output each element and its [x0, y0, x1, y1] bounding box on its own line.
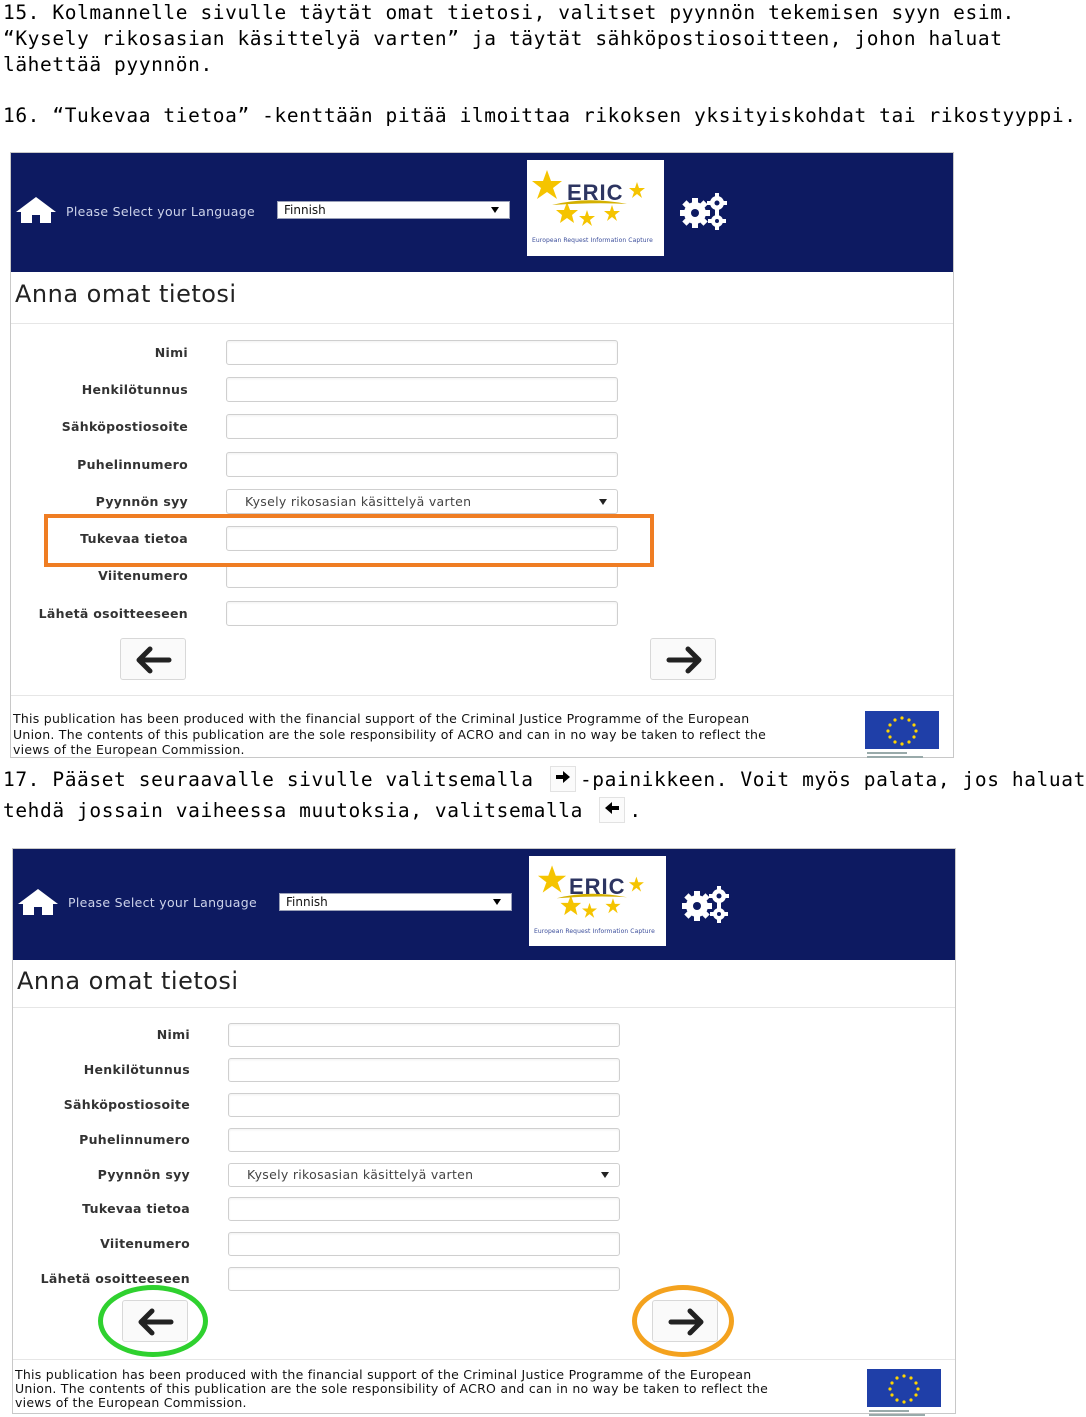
label-laheta-osoitteeseen: Lähetä osoitteeseen	[38, 606, 188, 621]
select-pyynnon-syy[interactable]	[228, 1163, 620, 1187]
divider	[13, 1359, 955, 1360]
eu-flag-icon	[867, 1369, 941, 1417]
back-button[interactable]	[120, 638, 186, 680]
label-viitenumero: Viitenumero	[98, 568, 188, 583]
home-icon[interactable]	[16, 887, 60, 917]
footer-disclaimer	[13, 711, 843, 758]
eric-logo	[529, 856, 666, 946]
input-nimi[interactable]	[226, 340, 618, 365]
arrow-right-icon	[666, 646, 702, 674]
app-header	[11, 153, 953, 272]
input-viitenumero[interactable]	[228, 1232, 620, 1256]
eric-logo	[527, 160, 664, 256]
label-tukevaa-tietoa: Tukevaa tietoa	[80, 531, 188, 546]
page-title: Anna omat tietosi	[15, 280, 237, 308]
select-pyynnon-syy-value: Kysely rikosasian käsittelyä varten	[245, 494, 472, 509]
input-tukevaa-tietoa[interactable]	[228, 1197, 620, 1221]
instruction-15	[3, 0, 1015, 78]
language-label: Please Select your Language	[68, 895, 257, 910]
input-puhelinnumero[interactable]	[228, 1128, 620, 1152]
input-laheta-osoitteeseen[interactable]	[226, 601, 618, 626]
instruction-16	[3, 103, 1077, 129]
next-button[interactable]	[650, 638, 716, 680]
footer-line-2: Union. The contents of this publication are the sole responsibility of ACRO and can in no way be taken to reflect the	[15, 1381, 769, 1396]
arrow-right-icon	[554, 770, 572, 784]
logo-text: ERIC	[569, 874, 626, 899]
footer-line-2: Union. The contents of this publication are the sole responsibility of ACRO and can in no way be taken to reflect the	[13, 726, 767, 742]
settings-gears-icon[interactable]	[679, 191, 729, 231]
label-laheta-osoitteeseen: Lähetä osoitteeseen	[40, 1271, 190, 1286]
footer-line-3: views of the European Commission.	[15, 1395, 247, 1410]
arrow-left-icon	[136, 646, 172, 674]
input-henkilotunnus[interactable]	[228, 1058, 620, 1082]
label-tukevaa-tietoa: Tukevaa tietoa	[82, 1201, 190, 1216]
footer-line-1: This publication has been produced with the financial support of the Criminal Justice Programme of the European	[13, 711, 750, 726]
label-henkilotunnus: Henkilötunnus	[83, 1062, 190, 1077]
label-nimi: Nimi	[154, 345, 188, 360]
input-nimi[interactable]	[228, 1023, 620, 1047]
instruction-17-line-2	[3, 797, 1086, 828]
logo-subtitle: European Request Information Capture	[532, 237, 653, 244]
label-henkilotunnus: Henkilötunnus	[81, 382, 188, 397]
label-sahkopostiosoite: Sähköpostiosoite	[61, 419, 188, 434]
chevron-down-icon	[491, 207, 499, 213]
highlight-back-button	[98, 1285, 208, 1357]
select-pyynnon-syy[interactable]	[226, 489, 618, 514]
label-puhelinnumero: Puhelinnumero	[79, 1132, 190, 1147]
language-select-value: Finnish	[284, 203, 326, 217]
inline-back-button	[599, 797, 625, 823]
instruction-17-line-1	[3, 766, 1086, 797]
logo-subtitle: European Request Information Capture	[534, 928, 655, 935]
label-puhelinnumero: Puhelinnumero	[77, 457, 188, 472]
label-sahkopostiosoite: Sähköpostiosoite	[63, 1097, 190, 1112]
language-select[interactable]	[277, 201, 510, 219]
instruction-17	[3, 766, 1086, 828]
label-nimi: Nimi	[156, 1027, 190, 1042]
divider	[11, 323, 953, 324]
instruction-17-line-2-end: .	[629, 799, 642, 822]
footer-line-3: views of the European Commission.	[13, 742, 245, 757]
footer-disclaimer	[15, 1368, 845, 1410]
app-header	[13, 849, 955, 960]
select-pyynnon-syy-value: Kysely rikosasian käsittelyä varten	[247, 1167, 474, 1182]
home-icon[interactable]	[14, 195, 58, 225]
logo-text: ERIC	[567, 180, 624, 205]
chevron-down-icon	[599, 499, 607, 505]
page-title: Anna omat tietosi	[17, 967, 239, 995]
eu-flag-icon	[865, 711, 939, 759]
instruction-16-line-1: 16. “Tukevaa tietoa” -kenttään pitää ilmoittaa rikoksen yksityiskohdat tai rikostyyppi.	[3, 104, 1077, 127]
chevron-down-icon	[601, 1172, 609, 1178]
input-sahkopostiosoite[interactable]	[226, 414, 618, 439]
instruction-15-line-2: “Kysely rikosasian käsittelyä varten” ja täytät sähköpostiosoitteen, johon haluat	[3, 27, 1003, 50]
instruction-17-line-1-start: 17. Pääset seuraavalle sivulle valitsemalla	[3, 768, 546, 791]
chevron-down-icon	[493, 899, 501, 905]
settings-gears-icon[interactable]	[681, 884, 731, 924]
highlight-next-button	[632, 1285, 734, 1357]
screenshot-form-1	[10, 152, 954, 758]
instruction-15-line-3: lähettää pyynnön.	[3, 53, 213, 76]
input-sahkopostiosoite[interactable]	[228, 1093, 620, 1117]
instruction-17-line-1-end: -painikkeen. Voit myös palata, jos haluat	[579, 768, 1086, 791]
label-viitenumero: Viitenumero	[100, 1236, 190, 1251]
divider	[13, 1007, 955, 1008]
language-select[interactable]	[279, 893, 512, 911]
label-pyynnon-syy: Pyynnön syy	[95, 494, 188, 509]
instruction-17-line-2-start: tehdä jossain vaiheessa muutoksia, valitsemalla	[3, 799, 596, 822]
inline-next-button	[550, 766, 576, 792]
input-laheta-osoitteeseen[interactable]	[228, 1267, 620, 1291]
highlight-tukevaa-tietoa	[44, 514, 654, 567]
language-label: Please Select your Language	[66, 204, 255, 219]
language-select-value: Finnish	[286, 895, 328, 909]
input-henkilotunnus[interactable]	[226, 377, 618, 402]
label-pyynnon-syy: Pyynnön syy	[97, 1167, 190, 1182]
input-puhelinnumero[interactable]	[226, 452, 618, 477]
footer-line-1: This publication has been produced with the financial support of the Criminal Justice Programme of the European	[15, 1367, 752, 1382]
arrow-left-icon	[603, 801, 621, 815]
instruction-15-line-1: 15. Kolmannelle sivulle täytät omat tietosi, valitset pyynnön tekemisen syyn esim.	[3, 1, 1015, 24]
divider	[11, 695, 953, 696]
